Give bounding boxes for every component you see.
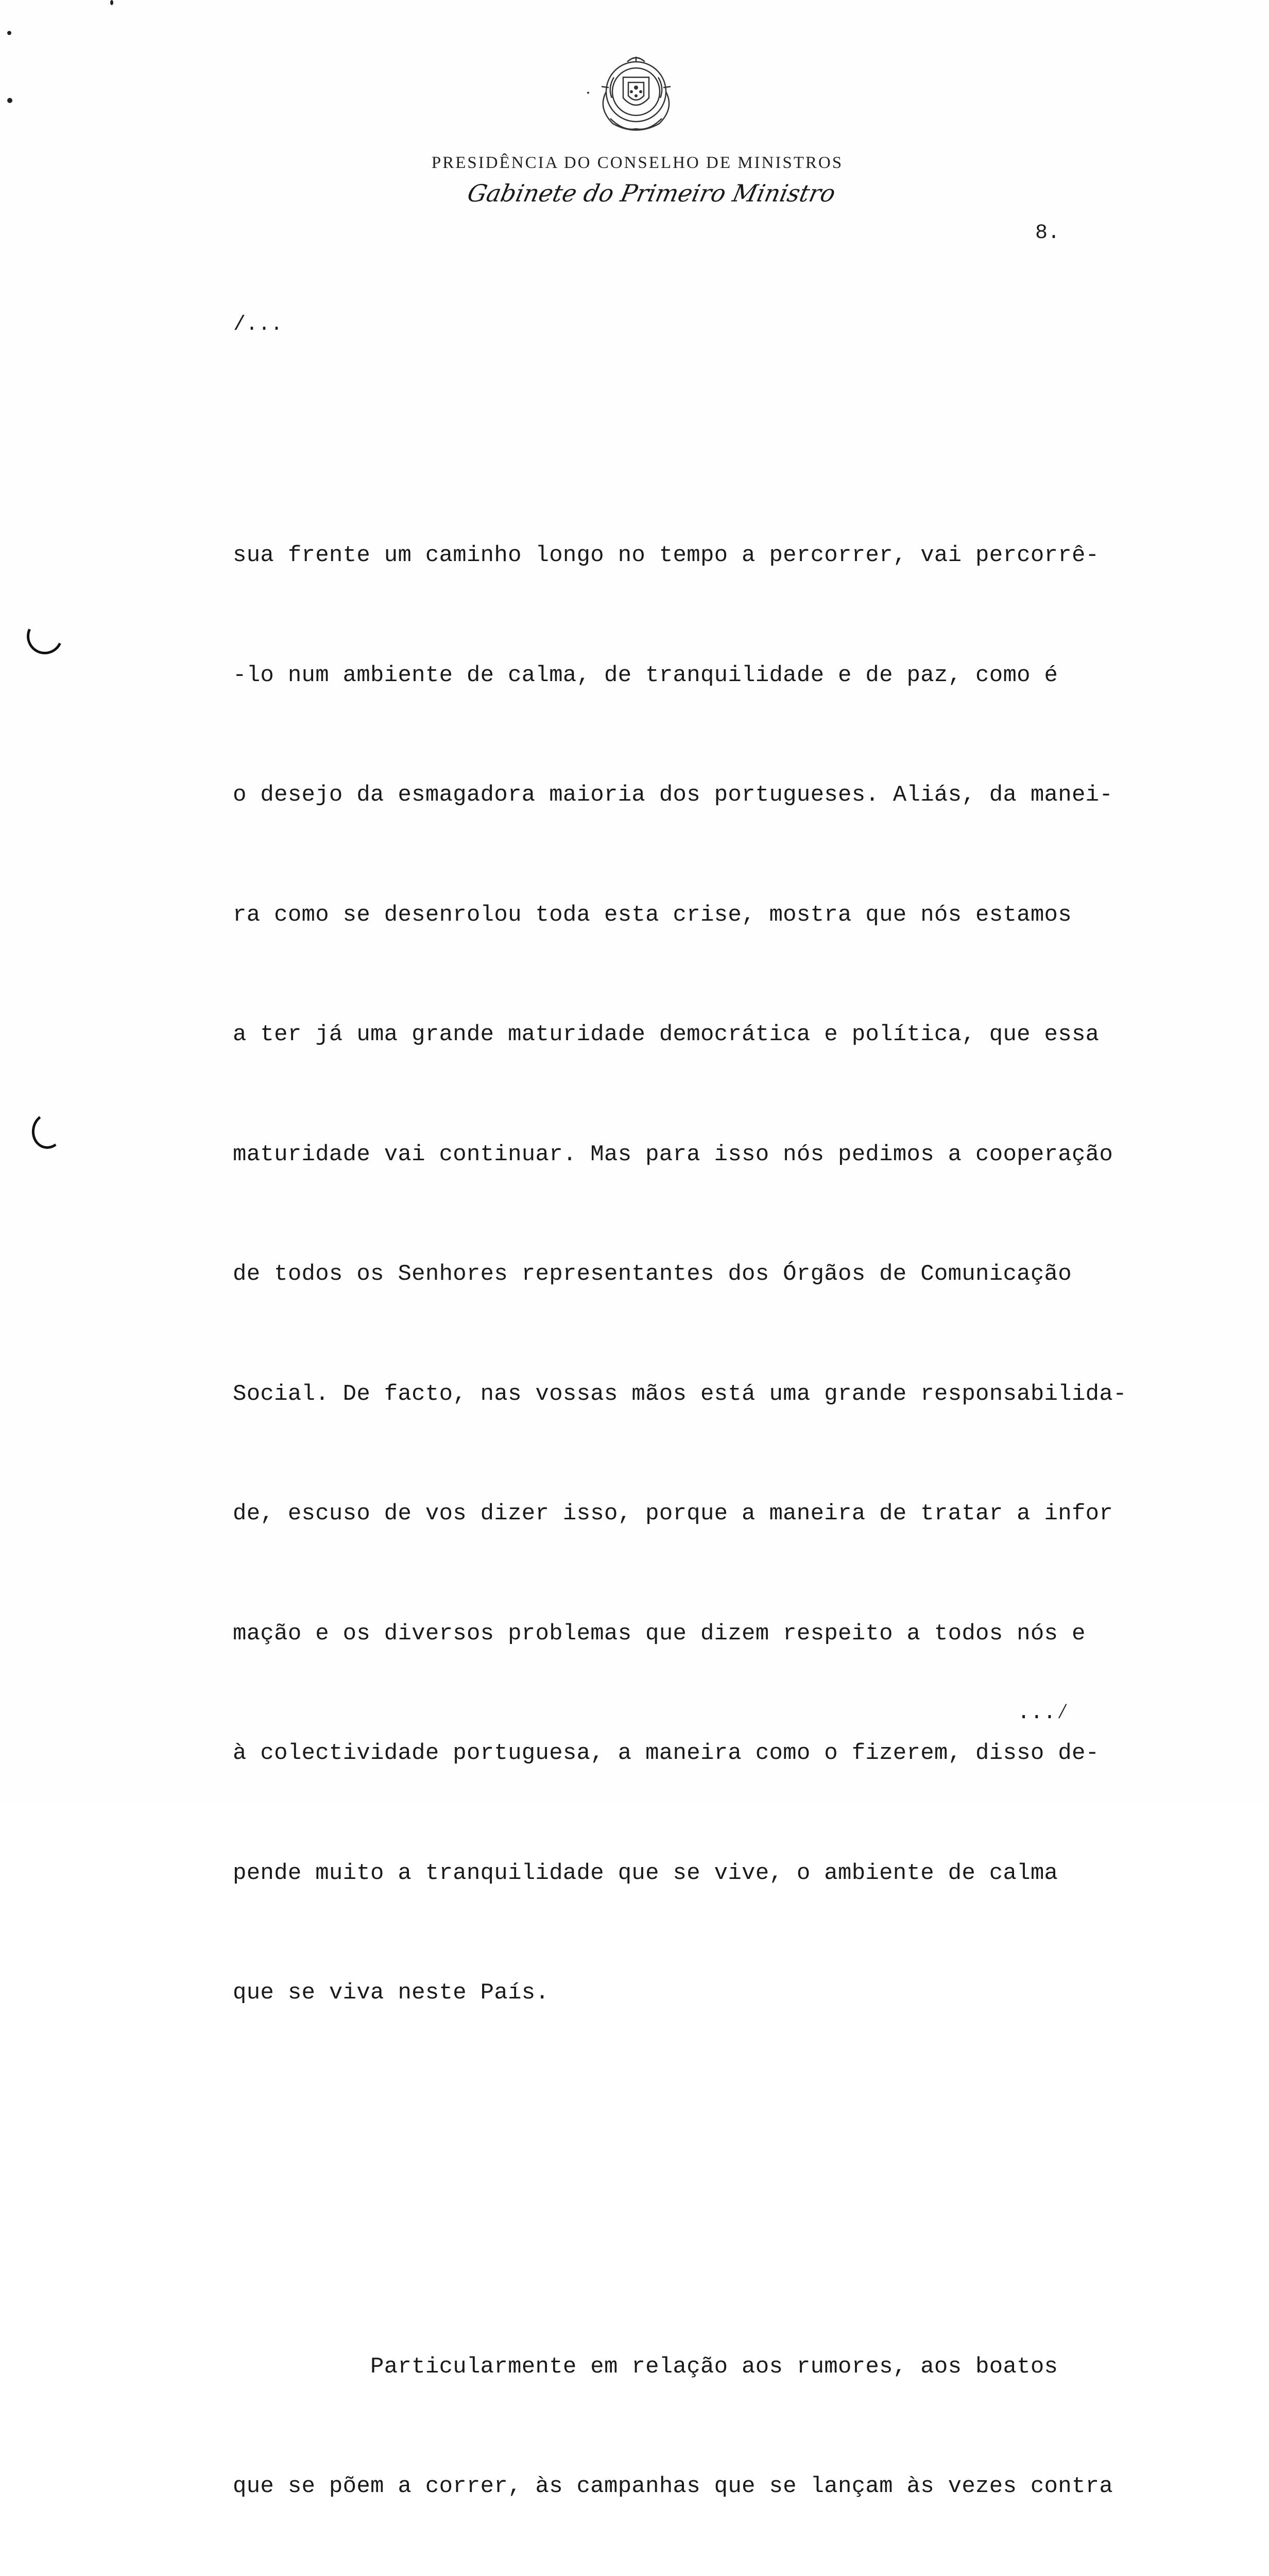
text-line: Social. De facto, nas vossas mãos está uma grande responsabilida- [233, 1375, 1258, 1415]
punch-hole-mark [29, 1110, 66, 1151]
text-line: mação e os diversos problemas que dizem respeito a todos nós e [233, 1614, 1258, 1654]
text-line: maturidade vai continuar. Mas para isso nós pedimos a cooperação [233, 1135, 1258, 1175]
page-number: 8. [1035, 222, 1060, 245]
body-text [233, 376, 1258, 2576]
cabinet-signature-line: Gabinete do Primeiro Ministro [306, 179, 997, 207]
text-line: que se viva neste País. [233, 1973, 1258, 2013]
paragraph-gap [233, 2173, 1258, 2188]
coat-of-arms-icon [582, 46, 690, 139]
paragraph [233, 2267, 1258, 2576]
text-line: pende muito a tranquilidade que se vive, o ambiente de calma [233, 1854, 1258, 1894]
text-line: de todos os Senhores representantes dos Órgãos de Comunicação [233, 1255, 1258, 1295]
continuation-mark-bottom: ...⁄ [1017, 1700, 1069, 1725]
text-line: à colectividade portuguesa, a maneira como o fizerem, disso de- [233, 1734, 1258, 1774]
text-line: ra como se desenrolou toda esta crise, mostra que nós estamos [233, 895, 1258, 936]
text-line: que se põem a correr, às campanhas que se lançam às vezes contra [233, 2467, 1258, 2507]
scan-speck [110, 0, 113, 5]
paragraph [233, 456, 1258, 2093]
continuation-mark-top: /... [233, 313, 283, 336]
text-line: Particularmente em relação aos rumores, aos boatos [233, 2347, 1258, 2387]
text-line: sua frente um caminho longo no tempo a percorrer, vai percorrê- [233, 536, 1258, 576]
scan-speck [7, 98, 12, 103]
text-line: -lo num ambiente de calma, de tranquilidade e de paz, como é [233, 656, 1258, 696]
institution-name: PRESIDÊNCIA DO CONSELHO DE MINISTROS [309, 154, 966, 173]
punch-hole-mark [22, 613, 68, 659]
text-line: a ter já uma grande maturidade democrática e política, que essa [233, 1015, 1258, 1055]
scan-speck [7, 31, 11, 35]
text-line: de, escuso de vos dizer isso, porque a maneira de tratar a infor [233, 1494, 1258, 1534]
text-line: o desejo da esmagadora maioria dos portugueses. Aliás, da manei- [233, 775, 1258, 816]
